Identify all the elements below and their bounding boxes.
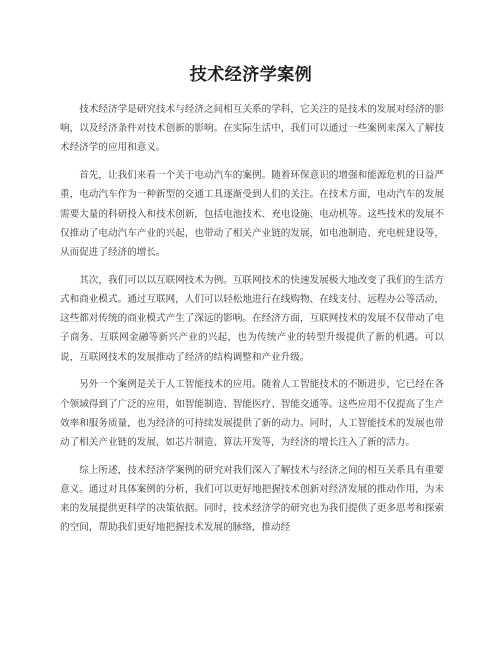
document-title: 技术经济学案例 — [189, 65, 313, 85]
paragraph-conclusion: 综上所述，技术经济学案例的研究对我们深入了解技术与经济之间的相互关系具有重要意义。通过对具体案例的分析，我们可以更好地把握技术创新对经济发展的推动作用，为未来的发展提供更科学的决策依据。同时，技术经济学的研究也为我们提供了更多思考和探索的空间，帮助我们更好地把握技术发展的脉络，推动经 — [60, 464, 444, 534]
paragraph-artificial-intelligence: 另外一个案例是关于人工智能技术的应用。随着人工智能技术的不断进步，它已经在各个领域得到了广泛的应用，如智能制造、智能医疗、智能交通等。这些应用不仅提高了生产效率和服务质量，也为经济的可持续发展提供了新的动力。同时，人工智能技术的发展也带动了相关产业链的发展，如芯片制造、算法开发等，为经济的增长注入了新的活力。 — [60, 379, 444, 449]
paragraph-internet: 其次，我们可以以互联网技术为例。互联网技术的快速发展极大地改变了我们的生活方式和商业模式。通过互联网，人们可以轻松地进行在线购物、在线支付、远程办公等活动，这些都对传统的商业模式产生了深远的影响。在经济方面，互联网技术的发展不仅带动了电子商务、互联网金融等新兴产业的兴起，也为传统产业的转型升级提供了新的机遇。可以说，互联网技术的发展推动了经济的结构调整和产业升级。 — [60, 274, 444, 363]
paragraph-electric-vehicles: 首先，让我们来看一个关于电动汽车的案例。随着环保意识的增强和能源危机的日益严重，电动汽车作为一种新型的交通工具逐渐受到人们的关注。在技术方面，电动汽车的发展需要大量的科研投入和技术创新，包括电池技术、充电设施、电动机等。这些技术的发展不仅推动了电动汽车产业的兴起，也带动了相关产业链的发展，如电池制造、充电桩建设等，从而促进了经济的增长。 — [60, 170, 444, 259]
paragraph-intro: 技术经济学是研究技术与经济之间相互关系的学科，它关注的是技术的发展对经济的影响，以及经济条件对技术创新的影响。在实际生活中，我们可以通过一些案例来深入了解技术经济学的应用和意义。 — [60, 104, 444, 154]
document-body — [60, 100, 444, 546]
